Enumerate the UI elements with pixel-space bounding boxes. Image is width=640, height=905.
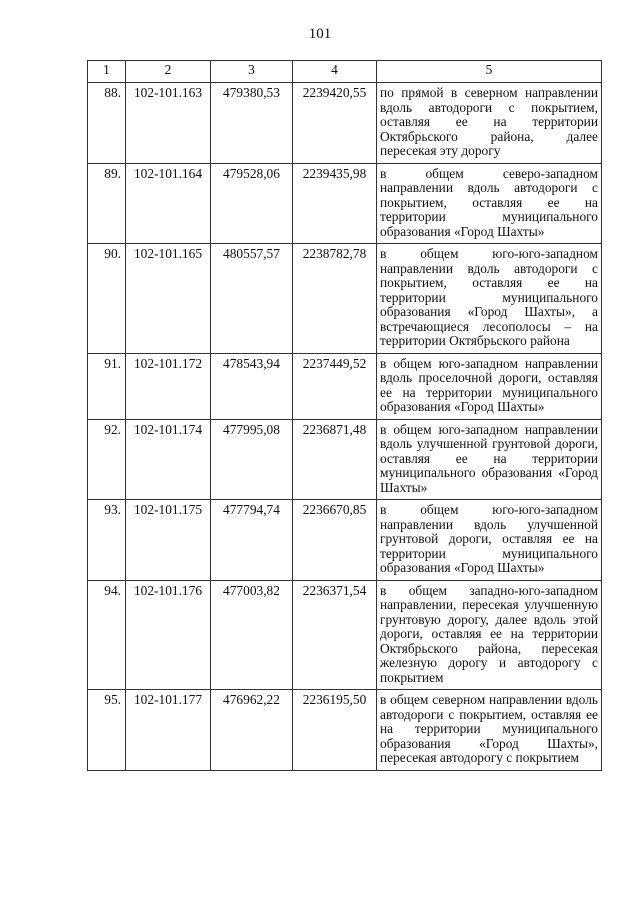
boundary-points-table <box>87 60 602 771</box>
coordinate-y: 2236670,85 <box>293 500 377 581</box>
coordinate-x: 476962,22 <box>211 690 293 771</box>
column-header: 2 <box>126 61 211 83</box>
table-row <box>88 690 602 771</box>
row-number: 90. <box>88 244 126 354</box>
page-number: 101 <box>308 26 332 42</box>
row-number: 93. <box>88 500 126 581</box>
point-code: 102-101.163 <box>126 83 211 164</box>
coordinate-x: 477995,08 <box>211 419 293 500</box>
point-code: 102-101.174 <box>126 419 211 500</box>
column-header: 5 <box>377 61 602 83</box>
point-code: 102-101.164 <box>126 163 211 244</box>
coordinate-x: 477003,82 <box>211 580 293 690</box>
row-number: 92. <box>88 419 126 500</box>
coordinate-x: 479380,53 <box>211 83 293 164</box>
point-code: 102-101.172 <box>126 353 211 419</box>
coordinate-x: 479528,06 <box>211 163 293 244</box>
route-description: в общем юго-юго-западном направлении вдоль автодороги с покрытием, оставляя ее на территории муниципального образования «Город Шахты», а встречающиеся лесополосы – на территории Октябрьского района <box>377 244 602 354</box>
route-description: в общем юго-западном направлении вдоль улучшенной грунтовой дороги, оставляя ее на территории муниципального образования «Город Шахты» <box>377 419 602 500</box>
route-description: в общем юго-западном направлении вдоль проселочной дороги, оставляя ее на территории муниципального образования «Город Шахты» <box>377 353 602 419</box>
table-row <box>88 244 602 354</box>
point-code: 102-101.175 <box>126 500 211 581</box>
route-description: в общем юго-юго-западном направлении вдоль улучшенной грунтовой дороги, оставляя ее на территории муниципального образования «Город Шахты» <box>377 500 602 581</box>
table-row <box>88 500 602 581</box>
column-header: 3 <box>211 61 293 83</box>
route-description: в общем западно-юго-западном направлении, пересекая улучшенную грунтовую дорогу, далее вдоль этой дороги, оставляя ее на территории Октябрьского района, пересекая железную дорогу и автодорогу с покрытием <box>377 580 602 690</box>
coordinate-y: 2239420,55 <box>293 83 377 164</box>
coordinate-x: 480557,57 <box>211 244 293 354</box>
row-number: 95. <box>88 690 126 771</box>
table-row <box>88 83 602 164</box>
table-row <box>88 419 602 500</box>
row-number: 91. <box>88 353 126 419</box>
table-row <box>88 353 602 419</box>
table-row <box>88 580 602 690</box>
coordinate-y: 2236371,54 <box>293 580 377 690</box>
coordinate-y: 2236195,50 <box>293 690 377 771</box>
table-row <box>88 163 602 244</box>
coordinate-y: 2236871,48 <box>293 419 377 500</box>
column-header: 1 <box>88 61 126 83</box>
column-header: 4 <box>293 61 377 83</box>
row-number: 88. <box>88 83 126 164</box>
route-description: в общем северном направлении вдоль автодороги с покрытием, оставляя ее на территории муниципального образования «Город Шахты», пересекая автодорогу с покрытием <box>377 690 602 771</box>
table-header-row <box>88 61 602 83</box>
route-description: в общем северо-западном направлении вдоль автодороги с покрытием, оставляя ее на территории муниципального образования «Город Шахты» <box>377 163 602 244</box>
coordinate-x: 478543,94 <box>211 353 293 419</box>
coordinate-x: 477794,74 <box>211 500 293 581</box>
point-code: 102-101.177 <box>126 690 211 771</box>
point-code: 102-101.165 <box>126 244 211 354</box>
point-code: 102-101.176 <box>126 580 211 690</box>
route-description: по прямой в северном направлении вдоль автодороги с покрытием, оставляя ее на территории Октябрьского района, далее пересекая эту дорогу <box>377 83 602 164</box>
coordinate-y: 2239435,98 <box>293 163 377 244</box>
row-number: 89. <box>88 163 126 244</box>
row-number: 94. <box>88 580 126 690</box>
coordinate-y: 2237449,52 <box>293 353 377 419</box>
coordinate-y: 2238782,78 <box>293 244 377 354</box>
